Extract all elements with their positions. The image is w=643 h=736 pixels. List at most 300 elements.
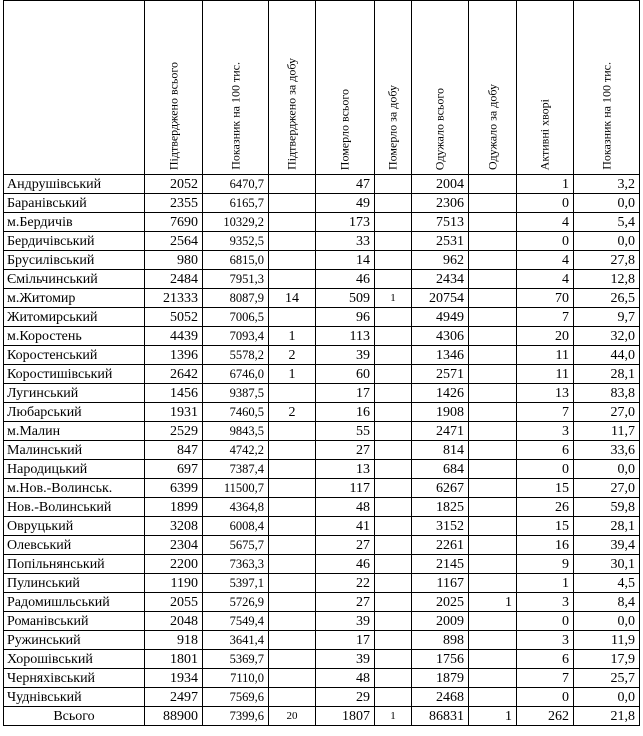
district-name: м.Житомир — [4, 289, 145, 308]
confirmed-total: 2484 — [145, 270, 203, 289]
confirmed-per-day: 2 — [269, 346, 316, 365]
recovered-per-day — [469, 308, 517, 327]
active-rate-per-100k: 27,0 — [574, 403, 640, 422]
died-per-day — [375, 536, 412, 555]
confirmed-total: 2355 — [145, 194, 203, 213]
confirmed-total: 2055 — [145, 593, 203, 612]
died-per-day — [375, 688, 412, 707]
district-name: Ружинський — [4, 631, 145, 650]
confirmed-per-day — [269, 555, 316, 574]
recovered-per-day — [469, 213, 517, 232]
confirmed-total: 88900 — [145, 707, 203, 726]
died-total: 22 — [316, 574, 375, 593]
active-patients: 7 — [517, 669, 574, 688]
header-recovered-per-day: Одужало за добу — [469, 1, 517, 175]
header-active-rate-per-100k: Показник на 100 тис. — [574, 1, 640, 175]
active-patients: 0 — [517, 232, 574, 251]
active-patients: 0 — [517, 194, 574, 213]
rate-per-100k: 6746,0 — [203, 365, 269, 384]
recovered-per-day — [469, 574, 517, 593]
confirmed-total: 2304 — [145, 536, 203, 555]
confirmed-per-day — [269, 194, 316, 213]
active-rate-per-100k: 0,0 — [574, 612, 640, 631]
active-patients: 70 — [517, 289, 574, 308]
active-rate-per-100k: 25,7 — [574, 669, 640, 688]
confirmed-total: 918 — [145, 631, 203, 650]
table-row — [4, 327, 640, 346]
confirmed-total: 1899 — [145, 498, 203, 517]
died-per-day — [375, 194, 412, 213]
recovered-total: 814 — [412, 441, 469, 460]
recovered-per-day — [469, 555, 517, 574]
active-patients: 4 — [517, 213, 574, 232]
district-name: Андрушівський — [4, 175, 145, 194]
died-total: 14 — [316, 251, 375, 270]
district-name: Овруцький — [4, 517, 145, 536]
district-name: Коростишівський — [4, 365, 145, 384]
confirmed-total: 2052 — [145, 175, 203, 194]
rate-per-100k: 5397,1 — [203, 574, 269, 593]
recovered-per-day — [469, 517, 517, 536]
died-per-day — [375, 232, 412, 251]
confirmed-per-day — [269, 384, 316, 403]
active-rate-per-100k: 0,0 — [574, 688, 640, 707]
recovered-total: 962 — [412, 251, 469, 270]
rate-per-100k: 6165,7 — [203, 194, 269, 213]
died-per-day — [375, 517, 412, 536]
table-row — [4, 308, 640, 327]
table-row — [4, 650, 640, 669]
rate-per-100k: 7399,6 — [203, 707, 269, 726]
table-row — [4, 631, 640, 650]
active-patients: 6 — [517, 441, 574, 460]
recovered-total: 1167 — [412, 574, 469, 593]
died-per-day — [375, 479, 412, 498]
recovered-total: 2468 — [412, 688, 469, 707]
died-per-day — [375, 612, 412, 631]
active-rate-per-100k: 0,0 — [574, 460, 640, 479]
district-name: Малинський — [4, 441, 145, 460]
rate-per-100k: 8087,9 — [203, 289, 269, 308]
active-rate-per-100k: 83,8 — [574, 384, 640, 403]
confirmed-total: 1934 — [145, 669, 203, 688]
active-patients: 15 — [517, 479, 574, 498]
recovered-total: 2025 — [412, 593, 469, 612]
recovered-total: 2009 — [412, 612, 469, 631]
district-name: Коростенський — [4, 346, 145, 365]
table-row — [4, 517, 640, 536]
confirmed-total: 21333 — [145, 289, 203, 308]
recovered-per-day — [469, 612, 517, 631]
active-rate-per-100k: 39,4 — [574, 536, 640, 555]
district-name: м.Малин — [4, 422, 145, 441]
recovered-per-day: 1 — [469, 593, 517, 612]
rate-per-100k: 7093,4 — [203, 327, 269, 346]
died-per-day — [375, 346, 412, 365]
confirmed-per-day — [269, 213, 316, 232]
confirmed-total: 2200 — [145, 555, 203, 574]
active-rate-per-100k: 9,7 — [574, 308, 640, 327]
district-name: м.Нов.-Волинськ. — [4, 479, 145, 498]
recovered-total: 1426 — [412, 384, 469, 403]
confirmed-total: 5052 — [145, 308, 203, 327]
header-confirmed-total: Підтверджено всього — [145, 1, 203, 175]
recovered-total: 20754 — [412, 289, 469, 308]
rate-per-100k: 3641,4 — [203, 631, 269, 650]
died-total: 46 — [316, 270, 375, 289]
active-rate-per-100k: 11,9 — [574, 631, 640, 650]
died-total: 16 — [316, 403, 375, 422]
table-row — [4, 498, 640, 517]
covid-statistics-table — [3, 0, 640, 726]
confirmed-per-day — [269, 669, 316, 688]
died-total: 46 — [316, 555, 375, 574]
district-name: Ємільчинський — [4, 270, 145, 289]
district-name: Всього — [4, 707, 145, 726]
rate-per-100k: 9352,5 — [203, 232, 269, 251]
rate-per-100k: 5369,7 — [203, 650, 269, 669]
recovered-total: 1825 — [412, 498, 469, 517]
died-total: 41 — [316, 517, 375, 536]
died-total: 113 — [316, 327, 375, 346]
active-rate-per-100k: 30,1 — [574, 555, 640, 574]
table-row — [4, 403, 640, 422]
district-name: Черняхівський — [4, 669, 145, 688]
active-patients: 15 — [517, 517, 574, 536]
confirmed-per-day: 2 — [269, 403, 316, 422]
died-total: 117 — [316, 479, 375, 498]
table-row — [4, 384, 640, 403]
active-patients: 26 — [517, 498, 574, 517]
recovered-per-day — [469, 498, 517, 517]
died-total: 173 — [316, 213, 375, 232]
active-patients: 3 — [517, 593, 574, 612]
active-rate-per-100k: 12,8 — [574, 270, 640, 289]
table-body — [4, 175, 640, 726]
died-per-day — [375, 327, 412, 346]
died-per-day — [375, 308, 412, 327]
died-per-day — [375, 593, 412, 612]
died-per-day — [375, 441, 412, 460]
recovered-per-day — [469, 536, 517, 555]
table-row — [4, 612, 640, 631]
recovered-total: 1879 — [412, 669, 469, 688]
confirmed-per-day — [269, 593, 316, 612]
confirmed-total: 1801 — [145, 650, 203, 669]
recovered-total: 1908 — [412, 403, 469, 422]
recovered-total: 2434 — [412, 270, 469, 289]
active-patients: 3 — [517, 422, 574, 441]
rate-per-100k: 7549,4 — [203, 612, 269, 631]
recovered-per-day — [469, 422, 517, 441]
recovered-total: 2145 — [412, 555, 469, 574]
active-patients: 7 — [517, 308, 574, 327]
district-name: Бердичівський — [4, 232, 145, 251]
recovered-per-day — [469, 441, 517, 460]
table-row — [4, 688, 640, 707]
table-row — [4, 422, 640, 441]
active-rate-per-100k: 8,4 — [574, 593, 640, 612]
died-per-day: 1 — [375, 289, 412, 308]
rate-per-100k: 4742,2 — [203, 441, 269, 460]
confirmed-per-day — [269, 498, 316, 517]
active-rate-per-100k: 3,2 — [574, 175, 640, 194]
recovered-per-day — [469, 327, 517, 346]
confirmed-total: 1931 — [145, 403, 203, 422]
died-per-day — [375, 365, 412, 384]
table-row — [4, 365, 640, 384]
active-patients: 3 — [517, 631, 574, 650]
rate-per-100k: 7951,3 — [203, 270, 269, 289]
confirmed-per-day: 14 — [269, 289, 316, 308]
confirmed-per-day — [269, 612, 316, 631]
died-total: 96 — [316, 308, 375, 327]
died-per-day — [375, 650, 412, 669]
died-per-day — [375, 422, 412, 441]
rate-per-100k: 10329,2 — [203, 213, 269, 232]
died-total: 39 — [316, 650, 375, 669]
active-rate-per-100k: 11,7 — [574, 422, 640, 441]
died-total: 1807 — [316, 707, 375, 726]
confirmed-total: 697 — [145, 460, 203, 479]
district-name: Чуднівський — [4, 688, 145, 707]
rate-per-100k: 4364,8 — [203, 498, 269, 517]
recovered-total: 4949 — [412, 308, 469, 327]
district-name: м.Коростень — [4, 327, 145, 346]
died-total: 13 — [316, 460, 375, 479]
recovered-total: 684 — [412, 460, 469, 479]
active-patients: 11 — [517, 346, 574, 365]
confirmed-total: 2564 — [145, 232, 203, 251]
header-rate-per-100k: Показник на 100 тис. — [203, 1, 269, 175]
recovered-total: 7513 — [412, 213, 469, 232]
recovered-total: 2471 — [412, 422, 469, 441]
died-total: 48 — [316, 669, 375, 688]
recovered-per-day — [469, 175, 517, 194]
recovered-total: 1756 — [412, 650, 469, 669]
died-total: 47 — [316, 175, 375, 194]
died-total: 39 — [316, 612, 375, 631]
active-patients: 4 — [517, 251, 574, 270]
confirmed-total: 980 — [145, 251, 203, 270]
recovered-per-day — [469, 346, 517, 365]
died-total: 509 — [316, 289, 375, 308]
district-name: Хорошівський — [4, 650, 145, 669]
rate-per-100k: 5675,7 — [203, 536, 269, 555]
active-patients: 0 — [517, 688, 574, 707]
died-per-day — [375, 270, 412, 289]
confirmed-total: 3208 — [145, 517, 203, 536]
district-name: Попільнянський — [4, 555, 145, 574]
confirmed-total: 2529 — [145, 422, 203, 441]
rate-per-100k: 6008,4 — [203, 517, 269, 536]
rate-per-100k: 7363,3 — [203, 555, 269, 574]
recovered-per-day — [469, 669, 517, 688]
died-per-day — [375, 555, 412, 574]
confirmed-per-day — [269, 631, 316, 650]
confirmed-total: 2642 — [145, 365, 203, 384]
table-row — [4, 555, 640, 574]
recovered-total: 2261 — [412, 536, 469, 555]
active-rate-per-100k: 27,0 — [574, 479, 640, 498]
rate-per-100k: 5578,2 — [203, 346, 269, 365]
active-patients: 0 — [517, 460, 574, 479]
recovered-total: 1346 — [412, 346, 469, 365]
active-patients: 1 — [517, 574, 574, 593]
recovered-total: 6267 — [412, 479, 469, 498]
active-patients: 9 — [517, 555, 574, 574]
total-row — [4, 707, 640, 726]
rate-per-100k: 7460,5 — [203, 403, 269, 422]
table-row — [4, 574, 640, 593]
recovered-total: 2306 — [412, 194, 469, 213]
confirmed-per-day — [269, 650, 316, 669]
recovered-per-day — [469, 194, 517, 213]
recovered-per-day — [469, 251, 517, 270]
table-row — [4, 251, 640, 270]
rate-per-100k: 6815,0 — [203, 251, 269, 270]
confirmed-per-day — [269, 270, 316, 289]
died-per-day — [375, 384, 412, 403]
died-per-day — [375, 213, 412, 232]
active-patients: 7 — [517, 403, 574, 422]
active-patients: 20 — [517, 327, 574, 346]
died-per-day — [375, 460, 412, 479]
recovered-total: 4306 — [412, 327, 469, 346]
active-patients: 13 — [517, 384, 574, 403]
table-row — [4, 175, 640, 194]
district-name: Пулинський — [4, 574, 145, 593]
recovered-total: 3152 — [412, 517, 469, 536]
active-rate-per-100k: 26,5 — [574, 289, 640, 308]
confirmed-total: 1396 — [145, 346, 203, 365]
active-rate-per-100k: 4,5 — [574, 574, 640, 593]
recovered-per-day — [469, 232, 517, 251]
confirmed-per-day — [269, 688, 316, 707]
confirmed-per-day — [269, 308, 316, 327]
header-died-per-day: Померло за добу — [375, 1, 412, 175]
header-died-total: Померло всього — [316, 1, 375, 175]
confirmed-total: 6399 — [145, 479, 203, 498]
confirmed-per-day — [269, 479, 316, 498]
recovered-total: 2531 — [412, 232, 469, 251]
confirmed-per-day: 20 — [269, 707, 316, 726]
died-total: 48 — [316, 498, 375, 517]
rate-per-100k: 6470,7 — [203, 175, 269, 194]
table-row — [4, 289, 640, 308]
active-rate-per-100k: 59,8 — [574, 498, 640, 517]
confirmed-per-day — [269, 232, 316, 251]
rate-per-100k: 7110,0 — [203, 669, 269, 688]
died-per-day — [375, 574, 412, 593]
died-total: 27 — [316, 593, 375, 612]
rate-per-100k: 11500,7 — [203, 479, 269, 498]
header-row — [4, 1, 640, 175]
district-name: Брусилівський — [4, 251, 145, 270]
active-patients: 6 — [517, 650, 574, 669]
active-rate-per-100k: 28,1 — [574, 517, 640, 536]
active-rate-per-100k: 17,9 — [574, 650, 640, 669]
active-rate-per-100k: 5,4 — [574, 213, 640, 232]
died-total: 27 — [316, 536, 375, 555]
confirmed-per-day — [269, 422, 316, 441]
died-per-day — [375, 175, 412, 194]
rate-per-100k: 7569,6 — [203, 688, 269, 707]
header-recovered-total: Одужало всього — [412, 1, 469, 175]
recovered-per-day — [469, 365, 517, 384]
active-rate-per-100k: 33,6 — [574, 441, 640, 460]
table-row — [4, 441, 640, 460]
table-row — [4, 536, 640, 555]
died-total: 17 — [316, 631, 375, 650]
confirmed-total: 1456 — [145, 384, 203, 403]
table-row — [4, 194, 640, 213]
died-per-day — [375, 498, 412, 517]
rate-per-100k: 9387,5 — [203, 384, 269, 403]
confirmed-per-day — [269, 574, 316, 593]
confirmed-per-day — [269, 251, 316, 270]
table-row — [4, 593, 640, 612]
district-name: м.Бердичів — [4, 213, 145, 232]
recovered-per-day — [469, 650, 517, 669]
confirmed-per-day — [269, 517, 316, 536]
died-total: 27 — [316, 441, 375, 460]
active-patients: 16 — [517, 536, 574, 555]
confirmed-total: 847 — [145, 441, 203, 460]
active-patients: 1 — [517, 175, 574, 194]
recovered-per-day — [469, 460, 517, 479]
died-total: 60 — [316, 365, 375, 384]
recovered-per-day — [469, 403, 517, 422]
rate-per-100k: 9843,5 — [203, 422, 269, 441]
confirmed-per-day: 1 — [269, 365, 316, 384]
header-active-patients: Активні хворі — [517, 1, 574, 175]
died-per-day — [375, 669, 412, 688]
recovered-total: 2571 — [412, 365, 469, 384]
confirmed-total: 2048 — [145, 612, 203, 631]
died-per-day — [375, 251, 412, 270]
table-row — [4, 232, 640, 251]
confirmed-per-day — [269, 460, 316, 479]
recovered-per-day — [469, 270, 517, 289]
district-name: Народицький — [4, 460, 145, 479]
district-name: Баранівський — [4, 194, 145, 213]
died-total: 49 — [316, 194, 375, 213]
confirmed-per-day — [269, 175, 316, 194]
district-name: Радомишльський — [4, 593, 145, 612]
recovered-total: 2004 — [412, 175, 469, 194]
recovered-per-day — [469, 688, 517, 707]
active-patients: 0 — [517, 612, 574, 631]
rate-per-100k: 5726,9 — [203, 593, 269, 612]
active-rate-per-100k: 0,0 — [574, 232, 640, 251]
recovered-total: 898 — [412, 631, 469, 650]
recovered-per-day — [469, 289, 517, 308]
active-patients: 11 — [517, 365, 574, 384]
confirmed-per-day — [269, 536, 316, 555]
confirmed-total: 2497 — [145, 688, 203, 707]
died-total: 39 — [316, 346, 375, 365]
table-row — [4, 479, 640, 498]
active-rate-per-100k: 44,0 — [574, 346, 640, 365]
died-total: 55 — [316, 422, 375, 441]
died-per-day: 1 — [375, 707, 412, 726]
recovered-per-day — [469, 631, 517, 650]
table-row — [4, 270, 640, 289]
died-per-day — [375, 631, 412, 650]
confirmed-total: 1190 — [145, 574, 203, 593]
died-total: 17 — [316, 384, 375, 403]
